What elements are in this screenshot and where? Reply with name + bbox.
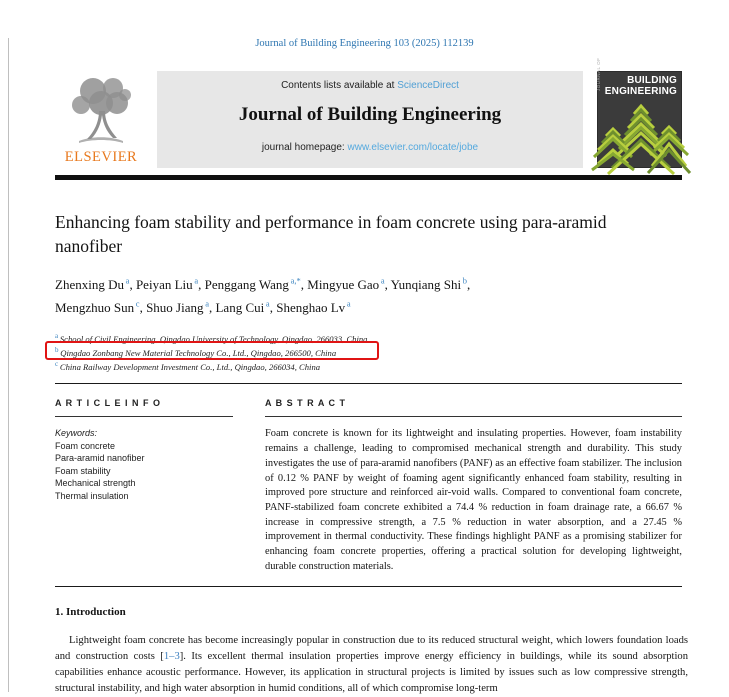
journal-cover-thumbnail[interactable] <box>596 57 682 168</box>
article-info-heading: A R T I C L E I N F O <box>55 398 162 409</box>
author: Yunqiang Shi $^b$, <box>390 276 471 293</box>
citation-ref-1-3[interactable]: 1–3 <box>163 651 180 663</box>
keyword-item: Foam stability <box>55 465 111 476</box>
author: Mengzhuo Sun $^c$, <box>55 298 147 315</box>
keyword-item: Para-aramid nanofiber <box>55 453 145 464</box>
info-abstract-section <box>55 384 682 574</box>
author: Zhenxing Du $^a$, <box>55 276 136 293</box>
author: Mingyue Gao $^a$, <box>307 276 391 293</box>
journal-title: Journal of Building Engineering <box>238 104 502 125</box>
intro-text-after-ref: ]. Its excellent thermal insulation properties improve energy efficiency in buildings, while its sound absorption capabilities enhance acoustic performance. However, its application in structural projects is limited by issues such as low compressive strength, structural instability, and high water absorption in humid conditions, all of which compromise long-term <box>55 651 689 695</box>
affiliation-line: $^b$ Qingdao Zonbang New Material Technology Co., Ltd., Qingdao, 266500, China <box>55 345 669 359</box>
cover-title-line2: ENGINEERING <box>604 85 677 97</box>
cover-journal-of-label: JOURNAL OF <box>596 57 601 91</box>
article-info-heading-rule <box>55 416 233 417</box>
abstract-heading-rule <box>265 416 682 417</box>
author: Lang Cui $^a$, <box>215 298 277 315</box>
intro-text-before-ref: Lightweight foam concrete has become increasingly popular in construction due to its reduced structural weight, which lowers foundation loads and construction costs [ <box>55 635 688 663</box>
homepage-url-link[interactable]: www.elsevier.com/locate/jobe <box>347 142 479 153</box>
journal-citation: Journal of Building Engineering 103 (2025) 112139 <box>255 38 474 49</box>
header-divider-bar <box>55 175 682 180</box>
homepage-prefix: journal homepage: <box>261 142 348 153</box>
elsevier-tree-icon <box>65 73 137 147</box>
keywords-label: Keywords: <box>55 428 98 439</box>
keywords-list <box>55 440 243 503</box>
keyword-item: Thermal insulation <box>55 490 129 501</box>
authors-line <box>55 272 669 317</box>
author: Peiyan Liu $^a$, <box>135 276 205 293</box>
cover-chevron-trees-art <box>598 98 683 176</box>
introduction-paragraph <box>55 633 688 697</box>
author: Shenghao Lv $^a$ <box>276 298 351 315</box>
affiliation-line: $^c$ China Railway Development Investment Co., Ltd., Qingdao, 266034, China <box>55 360 321 373</box>
journal-banner <box>157 71 583 168</box>
cover-title <box>605 76 677 97</box>
rule-below-abstract <box>55 586 682 587</box>
contents-prefix: Contents lists available at <box>281 80 398 91</box>
pdf-page <box>0 38 729 695</box>
homepage-line <box>157 142 583 153</box>
affiliation-line: $^a$ School of Civil Engineering, Qingdao University of Technology, Qingdao, 266033, China <box>55 331 368 344</box>
author: Penggang Wang $^{a,*}$, <box>204 276 308 293</box>
journal-header <box>55 57 682 168</box>
contents-line <box>157 80 583 91</box>
page-edge-line <box>8 38 9 692</box>
keywords-block <box>55 427 243 502</box>
sciencedirect-link[interactable]: ScienceDirect <box>397 80 459 91</box>
elsevier-wordmark: ELSEVIER <box>64 149 138 165</box>
author: Shuo Jiang $^a$, <box>146 298 216 315</box>
keyword-item: Mechanical strength <box>55 478 136 489</box>
abstract-column <box>265 398 682 574</box>
elsevier-logo[interactable] <box>55 71 147 168</box>
cover-title-line1: BUILDING <box>627 75 677 86</box>
abstract-text: Foam concrete is known for its lightweight and insulating properties. However, foam instability remains a challenge, leading to compromised mechanical strength and durability. This study investigates the use of para-aramid nanofibers (PANF) as an effective foam stabilizer. The inclusion of 0.12 % PANF by weight of foaming agent significantly enhanced foam stability, resulting in improved pore structure and reinforced air-void walls. Compared to conventional foam concrete, PANF-stabilized foam concrete exhibited a 74.4 % reduction in foam drainage rate, a 66.67 % increase in compressive strength, a 7.5 % reduction in water absorption, and a 27.45 % improvement in thermal conductivity. These findings highlight PANF as a promising stabilizer for enhancing foam concrete properties, offering a practical solution for developing lightweight, durable construction materials. <box>265 428 682 572</box>
abstract-heading: A B S T R A C T <box>265 398 346 409</box>
keyword-item: Foam concrete <box>55 440 116 451</box>
article-title: Enhancing foam stability and performance in foam concrete using para-aramid nanofiber <box>55 212 607 256</box>
affiliations-block <box>55 331 669 374</box>
article-info-column <box>55 398 243 574</box>
introduction-heading: 1. Introduction <box>55 606 126 619</box>
